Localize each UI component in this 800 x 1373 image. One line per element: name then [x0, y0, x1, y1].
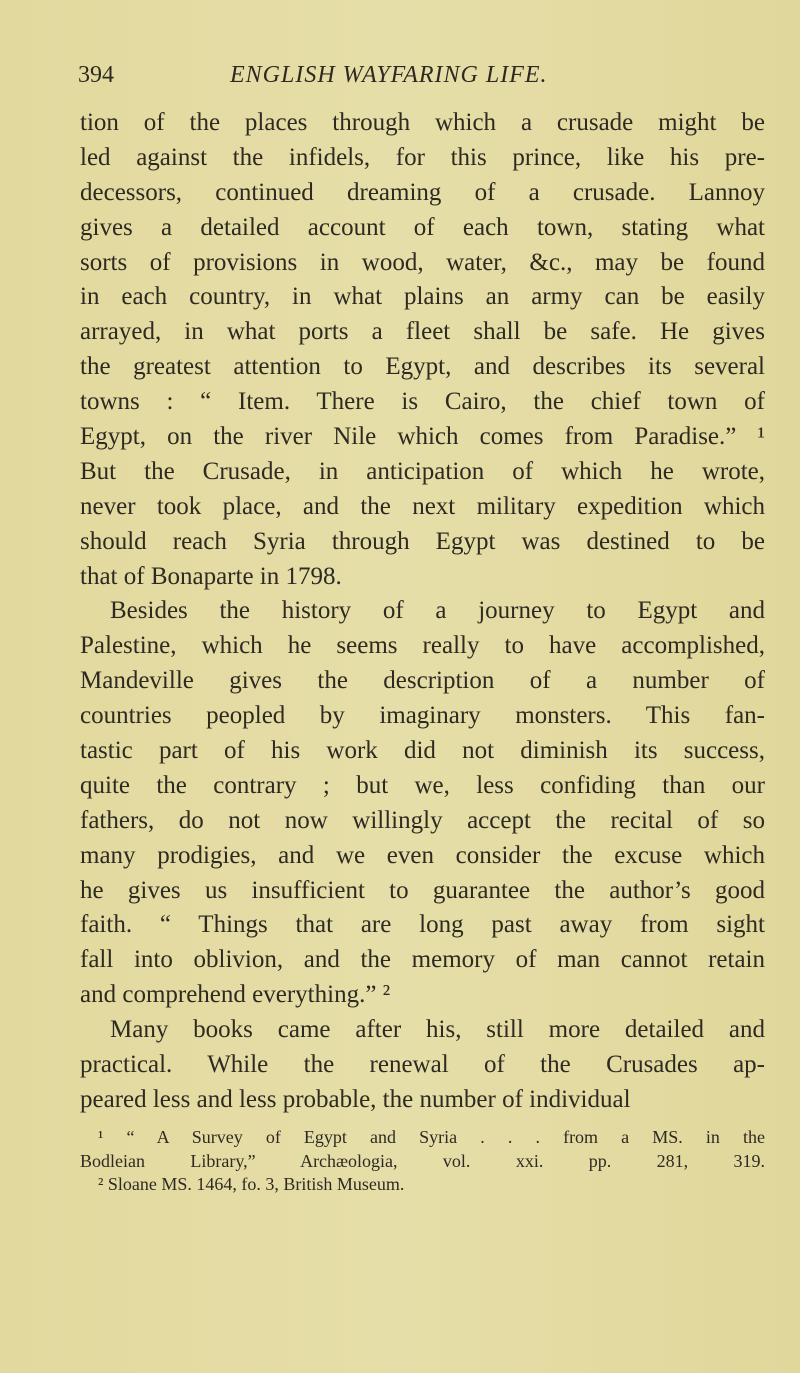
text-line: Palestine, which he seems really to have accomplished,	[80, 632, 765, 660]
text-line: tion of the places through which a crusade might be	[80, 109, 765, 136]
footnotes	[80, 1126, 765, 1197]
page-header	[78, 62, 638, 96]
footnote-line: Bodleian Library,” Archæologia, vol. xxi. pp. 281, 319.	[80, 1150, 765, 1171]
text-line: Many books came after his, still more detailed and	[110, 1016, 765, 1044]
text-line: Besides the history of a journey to Egypt and	[110, 597, 765, 625]
text-line: peared less and less probable, the number of individual	[80, 1085, 631, 1113]
text-line: led against the infidels, for this prince, like his pre-	[80, 143, 765, 171]
text-line: arrayed, in what ports a fleet shall be safe. He gives	[80, 318, 765, 346]
footnote-line: ² Sloane MS. 1464, fo. 3, British Museum.	[98, 1174, 405, 1194]
text-line: fall into oblivion, and the memory of man cannot retain	[80, 946, 765, 974]
text-line: in each country, in what plains an army can be easily	[80, 283, 765, 311]
page-number: 394	[78, 62, 114, 88]
text-line: But the Crusade, in anticipation of which he wrote,	[80, 457, 765, 485]
text-line: should reach Syria through Egypt was destined to be	[80, 527, 765, 555]
body-text	[80, 106, 765, 1118]
text-line: that of Bonaparte in 1798.	[80, 562, 342, 590]
text-line: never took place, and the next military expedition which	[80, 492, 765, 520]
text-line: faith. “ Things that are long past away from sight	[80, 911, 765, 939]
footnote-line: ¹ “ A Survey of Egypt and Syria . . . from a MS. in the	[98, 1127, 765, 1147]
text-line: decessors, continued dreaming of a crusade. Lannoy	[80, 178, 765, 206]
text-line: and comprehend everything.” ²	[80, 981, 391, 1009]
text-line: practical. While the renewal of the Crusades ap-	[80, 1051, 765, 1079]
text-line: sorts of provisions in wood, water, &c., may be found	[80, 248, 765, 276]
text-line: many prodigies, and we even consider the excuse which	[80, 841, 765, 869]
text-line: Mandeville gives the description of a number of	[80, 667, 765, 695]
text-line: tastic part of his work did not diminish its success,	[80, 737, 765, 765]
text-line: he gives us insufficient to guarantee the author’s good	[80, 876, 765, 904]
text-line: Egypt, on the river Nile which comes from Paradise.” ¹	[80, 423, 765, 451]
text-line: towns : “ Item. There is Cairo, the chief town of	[80, 388, 765, 416]
text-line: gives a detailed account of each town, stating what	[80, 213, 765, 241]
running-title: ENGLISH WAYFARING LIFE.	[230, 62, 548, 88]
text-line: quite the contrary ; but we, less confiding than our	[80, 771, 765, 799]
text-line: fathers, do not now willingly accept the recital of so	[80, 806, 765, 834]
text-line: the greatest attention to Egypt, and describes its several	[80, 353, 765, 381]
text-line: countries peopled by imaginary monsters. This fan-	[80, 702, 765, 730]
